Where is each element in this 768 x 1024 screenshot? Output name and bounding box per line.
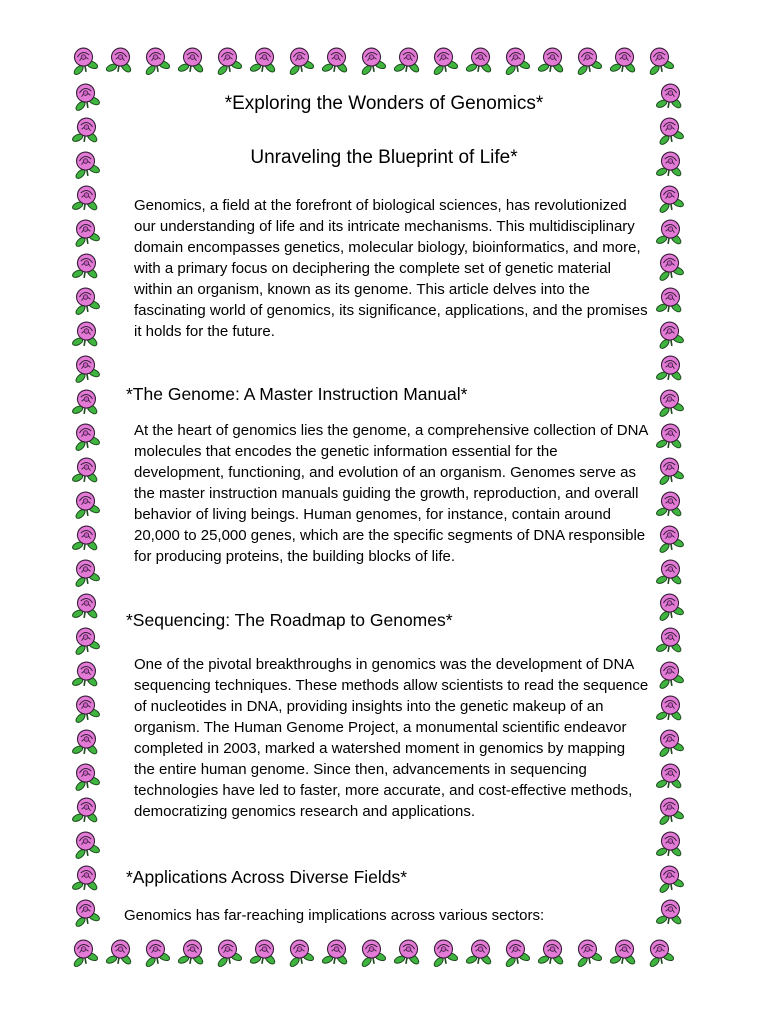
- section-heading-sequencing: *Sequencing: The Roadmap to Genomes*: [126, 610, 453, 630]
- section-heading-genome: *The Genome: A Master Instruction Manual*: [126, 384, 468, 404]
- document-subtitle: Unraveling the Blueprint of Life*: [250, 147, 518, 168]
- intro-paragraph: Genomics, a field at the forefront of biological sciences, has revolutionized our understanding of life and its intricate mechanisms. This multidisciplinary domain encompasses genetics, molecular biology, bioinformatics, and more, with a primary focus on deciphering the complete set of genetic material within an organism, known as its genome. This article delves into the fascinating world of genomics, its significance, applications, and the promises it holds for the future.: [134, 197, 648, 340]
- section-heading-applications: *Applications Across Diverse Fields*: [126, 867, 408, 887]
- section-body-applications: Genomics has far-reaching implications across various sectors:: [124, 907, 545, 924]
- section-body-genome: At the heart of genomics lies the genome, a comprehensive collection of DNA molecules that encodes the genetic information essential for the development, functioning, and evolution of an organism. Genomes serve as the master instruction manuals guiding the growth, reproduction, and overall behavior of living beings. Human genomes, for instance, contain around 20,000 to 25,000 genes, which are the specific segments of DNA responsible for producing proteins, the building blocks of life.: [134, 422, 648, 565]
- document-title: *Exploring the Wonders of Genomics*: [224, 93, 544, 114]
- section-body-sequencing: One of the pivotal breakthroughs in genomics was the development of DNA sequencing techniques. These methods allow scientists to read the sequence of nucleotides in DNA, providing insights into the genetic makeup of an organism. The Human Genome Project, a monumental scientific endeavor completed in 2003, marked a watershed moment in genomics by mapping the entire human genome. Since then, advancements in sequencing technologies have led to faster, more accurate, and cost-effective methods, democratizing genomics research and applications.: [134, 656, 649, 820]
